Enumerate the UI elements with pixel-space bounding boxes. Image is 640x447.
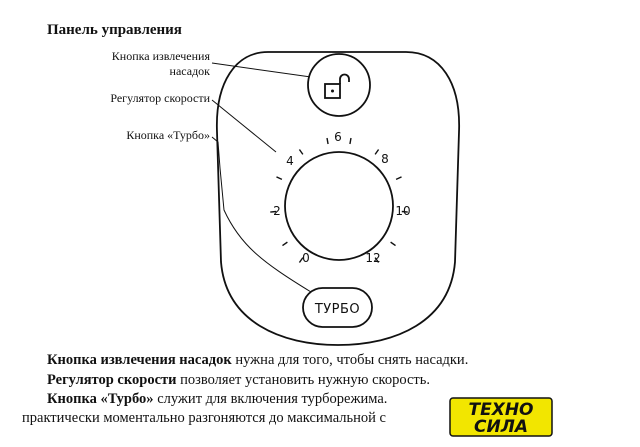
dial-tick [299,149,302,154]
description-speed-text: позволяет установить нужную скорость. [176,372,430,388]
dial-label-4: 4 [286,154,294,168]
dial-tick [327,138,328,144]
speed-dial[interactable] [285,152,393,260]
turbo-button-label: ТУРБО [314,302,361,317]
turbo-button[interactable] [303,288,372,327]
description-eject-term: Кнопка извлечения насадок [47,352,232,368]
leader-line-speed [212,100,276,152]
dial-label-10: 10 [395,204,411,218]
logo-line-1: ТЕХНО [468,400,534,420]
dial-label-8: 8 [381,152,389,166]
description-turbo [47,390,387,409]
eject-button[interactable] [308,54,370,116]
dial-label-6: 6 [334,130,342,144]
callout-turbo: Кнопка «Турбо» [126,128,210,142]
callout-eject-line2: насадок [169,64,210,78]
dial-tick [276,177,281,180]
description-eject [47,351,468,370]
dial-label-2: 2 [273,204,281,218]
description-continuation: практически моментально разгоняются до максимальной с [22,410,386,426]
page-title: Панель управления [47,22,182,38]
dial-tick [350,138,351,144]
dial-label-12: 12 [365,251,381,265]
logo-line-2: СИЛА [474,417,528,437]
dial-tick [396,177,401,180]
description-speed [47,371,430,390]
callout-speed: Регулятор скорости [110,91,210,105]
dial-tick [391,242,396,245]
tehnosila-logo [449,397,553,437]
dial-label-0: 0 [302,251,310,265]
callout-eject-line1: Кнопка извлечения [111,49,210,63]
description-speed-term: Регулятор скорости [47,372,177,388]
dial-tick [282,242,287,245]
description-turbo-text: служит для включения турборежима. [153,391,388,407]
description-turbo-term: Кнопка «Турбо» [47,391,154,407]
description-eject-text: нужна для того, чтобы снять насадки. [231,352,469,368]
dial-tick [375,149,378,154]
